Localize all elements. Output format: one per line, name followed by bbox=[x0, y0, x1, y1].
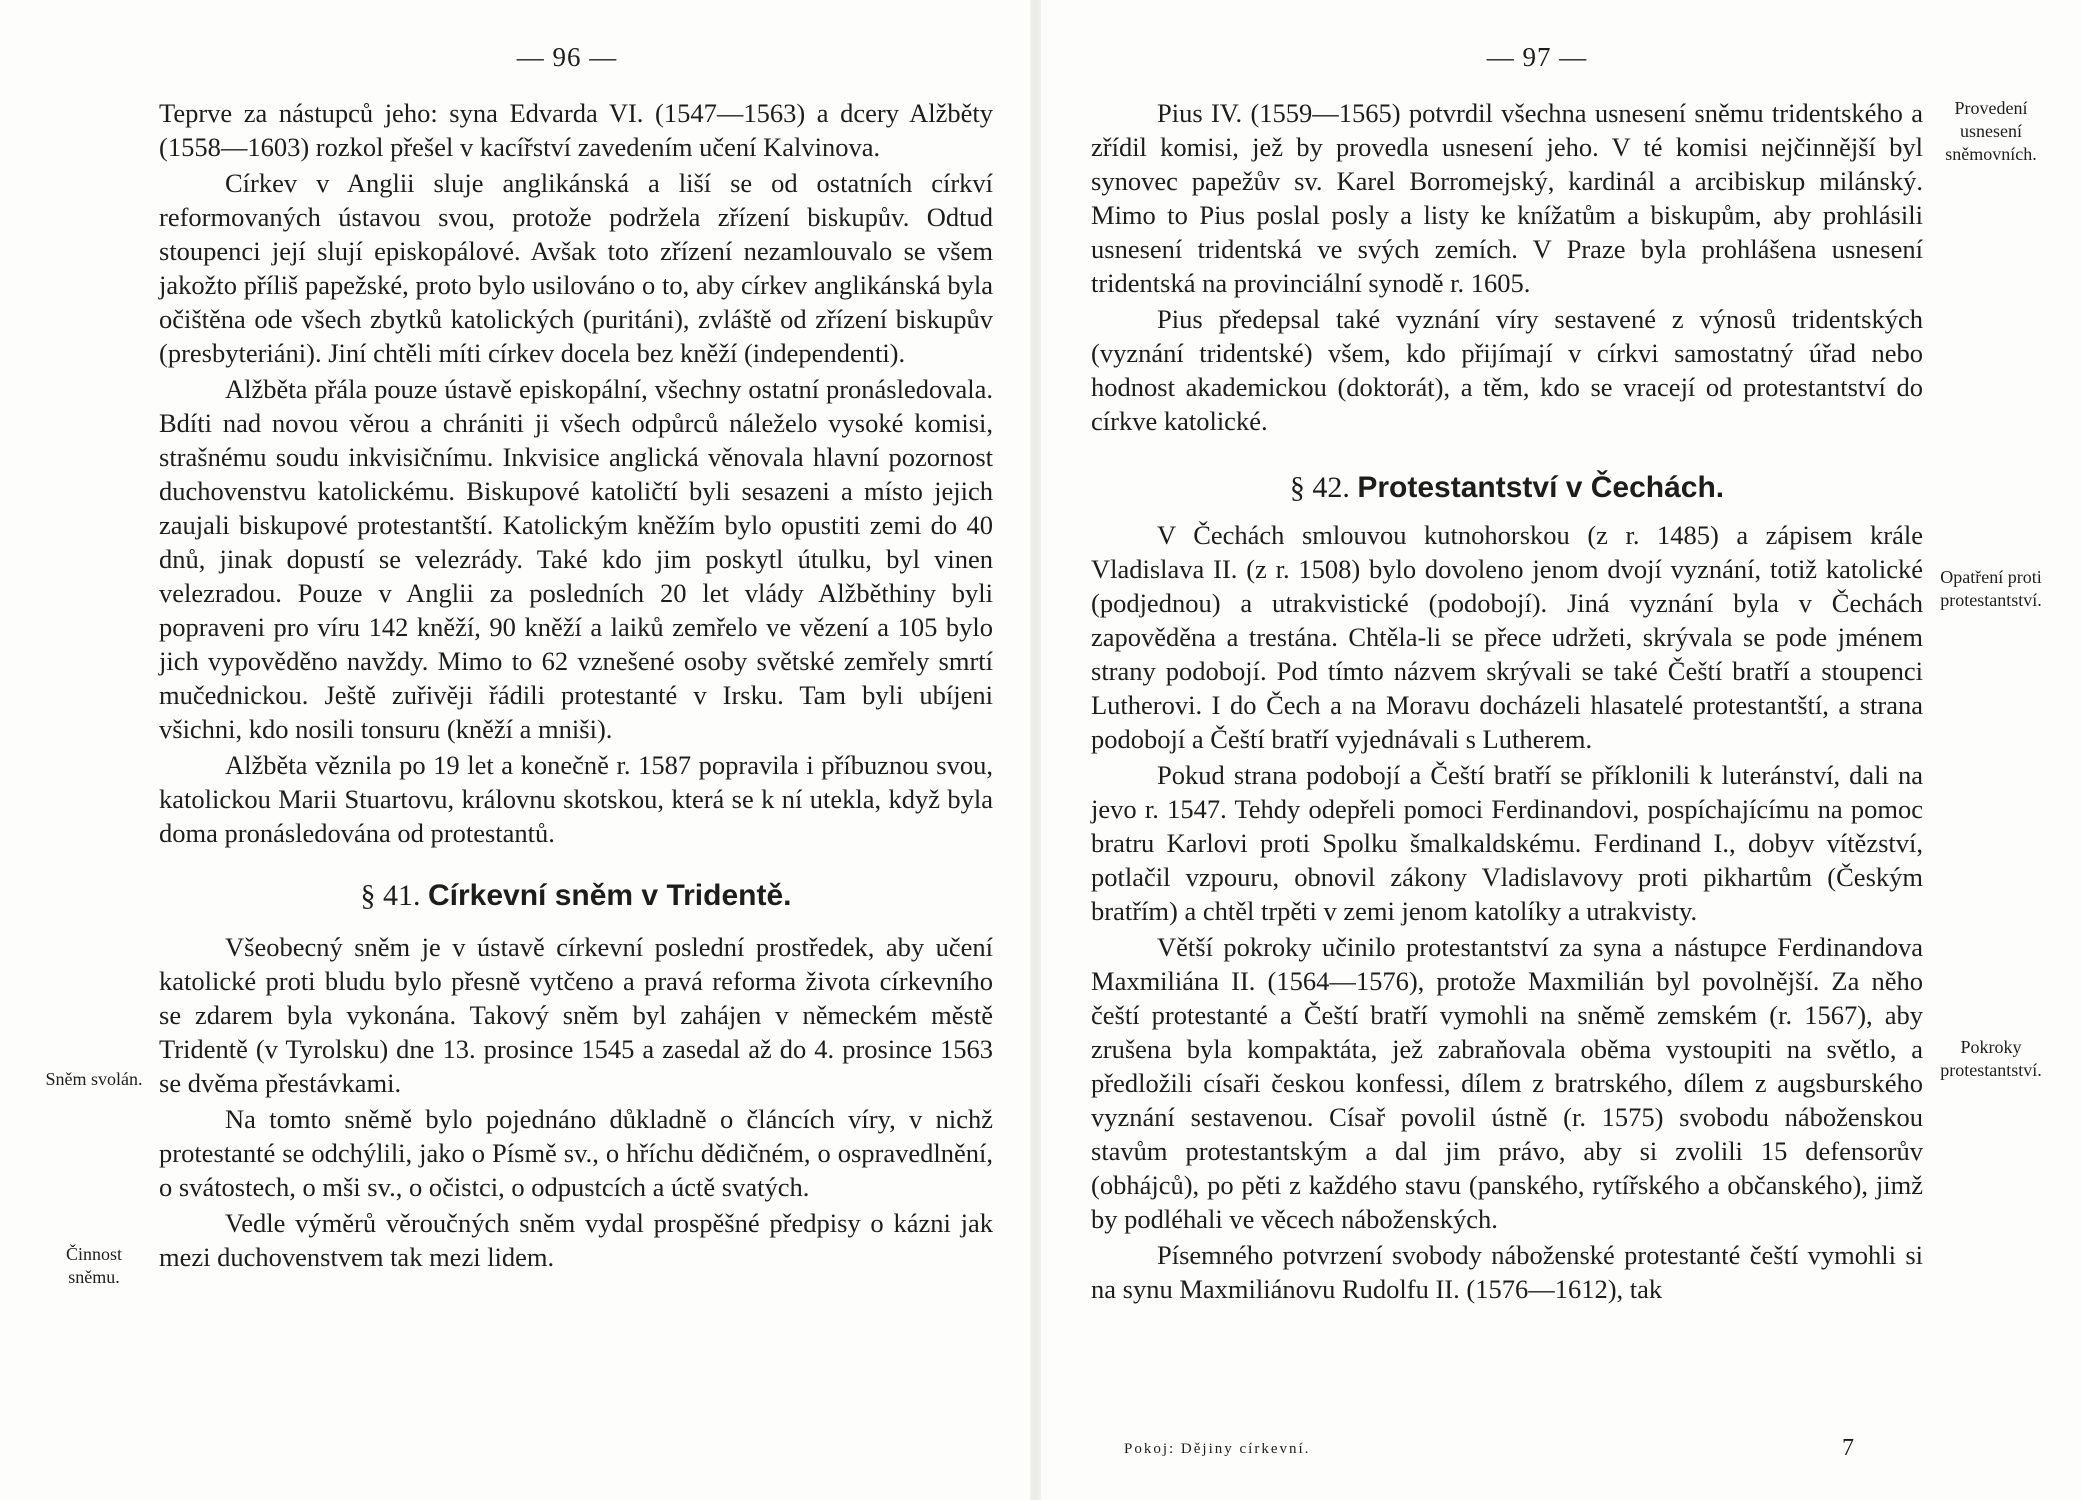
paragraph: Pius IV. (1559—1565) potvrdil všechna usnesení sněmu tridentského a zřídil komisi, jež by provedla usnesení jeho. V té komisi nejčinnější byl synovec papežův sv. Karel Borromejský, kardinál a arcibiskup milánský. Mimo to Pius poslal posly a listy ke knížatům a biskupům, aby prohlásili usnesení tridentská ve svých zemích. V Praze byla prohlášena usnesení tridentská na provinciální synodě r. 1605. bbox=[1091, 98, 1923, 298]
section-title: Církevní sněm v Tridentě. bbox=[428, 879, 792, 912]
paragraph: Všeobecný sněm je v ústavě církevní poslední prostředek, aby učení katolické proti bludu bylo přesně vytčeno a pravá reforma života církevního se zdarem byla vykonána. Takový sněm byl zahájen v německém městě Tridentě (v Tyrolsku) dne 13. prosince 1545 a zasedal až do 4. prosince 1563 se dvěma přestávkami. bbox=[159, 932, 993, 1098]
margin-note: Sněm svolán. bbox=[45, 1069, 143, 1089]
margin-note: Činnost sněmu. bbox=[65, 1244, 122, 1287]
text-column bbox=[159, 96, 993, 1274]
section-number: § 42. bbox=[1289, 471, 1350, 504]
page-number: — 97 — bbox=[1486, 42, 1588, 72]
paragraph: Pokud strana podobojí a Čeští bratří se příklonili k luteránství, dali na jevo r. 1547. Tehdy odepřeli pomoci Ferdinandovi, pospíchajícímu na pomoc bratru Karlovi proti Spolku šmalkaldskému. Ferdinand I., dobyv vítězství, potlačil vzpouru, obnovil zákony Vladislavovy proti pikhartům (Českým bratřím) a chtěl trpěti v zemi jenom katolíky a utrakvisty. bbox=[1091, 760, 1923, 926]
gutter bbox=[1030, 0, 1041, 1500]
margin-note: Opatření proti protestantství. bbox=[1940, 567, 2042, 610]
text-column bbox=[1091, 96, 1923, 1306]
paragraph: V Čechách smlouvou kutnohorskou (z r. 1485) a zápisem krále Vladislava II. (z r. 1508) bylo dovoleno jenom dvojí vyznání, totiž katolické (podjednou) a utrakvistické (podobojí). Jiná vyznání byla v Čechách zapověděna a trestána. Chtěla-li se přece udržeti, skrývala se pode jménem strany podobojí. Pod tímto názvem skrývali se také Čeští bratří a stoupenci Lutherovi. I do Čech a na Moravu docházeli hlasatelé protestantští, a strana podobojí a Čeští bratří vyjednávali s Lutherem. bbox=[1091, 520, 1923, 754]
section-heading bbox=[1091, 468, 1923, 508]
section-number: § 41. bbox=[360, 879, 421, 912]
signature-mark: 7 bbox=[1842, 1435, 1854, 1461]
paragraph: Na tomto sněmě bylo pojednáno důkladně o článcích víry, v nichž protestanté se odchýlili, jako o Písmě sv., o hříchu dědičném, o ospravedlnění, o svátostech, o mši sv., o očistci, o odpustcích a úctě svatých. bbox=[159, 1104, 993, 1202]
paragraph: Písemného potvrzení svobody náboženské protestanté čeští vymohli si na synu Maxmiliánovu Rudolfu II. (1576—1612), tak bbox=[1091, 1240, 1923, 1304]
section-heading bbox=[159, 876, 993, 916]
page-footer bbox=[1124, 1435, 1854, 1461]
footer-text: Pokoj: Dějiny církevní. bbox=[1124, 1441, 1311, 1457]
page-right bbox=[1041, 0, 2082, 1500]
paragraph: Alžběta věznila po 19 let a konečně r. 1587 popravila i příbuznou svou, katolickou Marii Stuartovu, královnu skotskou, která se k ní utekla, když byla doma pronásledována od protestantů. bbox=[159, 750, 993, 848]
paragraph: Pius předepsal také vyznání víry sestavené z výnosů tridentských (vyznání tridentské) všem, kdo přijímají v církvi samostatný úřad nebo hodnost akademickou (doktorát), a těm, kdo se vracejí od protestantství do církve katolické. bbox=[1091, 304, 1923, 436]
margin-note: Provedení usnesení sněmovních. bbox=[1945, 98, 2037, 164]
paragraph: Alžběta přála pouze ústavě episkopální, všechny ostatní pronásledovala. Bdíti nad novou věrou a chrániti ji všech odpůrců náleželo vysoké komisi, strašnému soudu inkvisičnímu. Inkvisice anglická věnovala hlavní pozornost duchovenstvu katolickému. Biskupové katoličtí byli sesazeni a místo jejich zaujali biskupové protestantští. Katolickým kněžím bylo opustiti zemi do 40 dnů, jinak dopustí se velezrády. Také kdo jim poskytl útulku, byl vinen velezradou. Pouze v Anglii za posledních 20 let vlády Alžběthiny byli popraveni pro víru 142 kněží, 90 kněží a laiků zemřelo ve vězení a 105 bylo jich vypověděno navždy. Mimo to 62 vznešené osoby světské zemřely smrtí mučednickou. Ještě zuřivěji řádili protestanté v Irsku. Tam byli ubíjeni všichni, kdo nosili tonsuru (kněží a mniši). bbox=[159, 374, 993, 744]
paragraph: Teprve za nástupců jeho: syna Edvarda VI. (1547—1563) a dcery Alžběty (1558—1603) rozkol přešel v kacířství zavedením učení Kalvinova. bbox=[159, 98, 993, 162]
section-title: Protestantství v Čechách. bbox=[1357, 471, 1725, 504]
page-left bbox=[0, 0, 1030, 1500]
page-number: — 96 — bbox=[516, 42, 618, 72]
paragraph: Vedle výměrů věroučných sněm vydal prospěšné předpisy o kázni jak mezi duchovenstvem tak mezi lidem. bbox=[159, 1208, 993, 1272]
paragraph: Větší pokroky učinilo protestantství za syna a nástupce Ferdinandova Maxmiliána II. (1564—1576), protože Maxmilián byl povolnější. Za něho čeští protestanté a Čeští bratří vymohli na sněmě zemském (r. 1567), aby zrušena byla kompaktáta, jež zabraňovala oběma vystoupiti na světlo, a předložili císaři českou konfessi, dílem z bratrského, dílem z augsburského vyznání sestavenou. Císař povolil ústně (r. 1575) svobodu náboženskou stavům protestantským a dal jim právo, aby si zvolili 15 defensorův (obhájců), po pěti z každého stavu (panského, rytířského a občanského), jimž by podléhali ve věcech náboženských. bbox=[1091, 932, 1923, 1234]
paragraph: Církev v Anglii sluje anglikánská a liší se od ostatních církví reformovaných ústavou svou, protože podržela zřízení biskupův. Odtud stoupenci její slují episkopálové. Avšak toto zřízení nezamlouvalo se všem jakožto příliš papežské, proto bylo usilováno o to, aby církev anglikánská byla očištěna ode všech zbytků katolických (puritáni), zvláště od zřízení biskupův (presbyteriáni). Jiní chtěli míti církev docela bez kněží (independenti). bbox=[159, 168, 993, 368]
margin-note: Pokroky protestantství. bbox=[1940, 1037, 2042, 1080]
